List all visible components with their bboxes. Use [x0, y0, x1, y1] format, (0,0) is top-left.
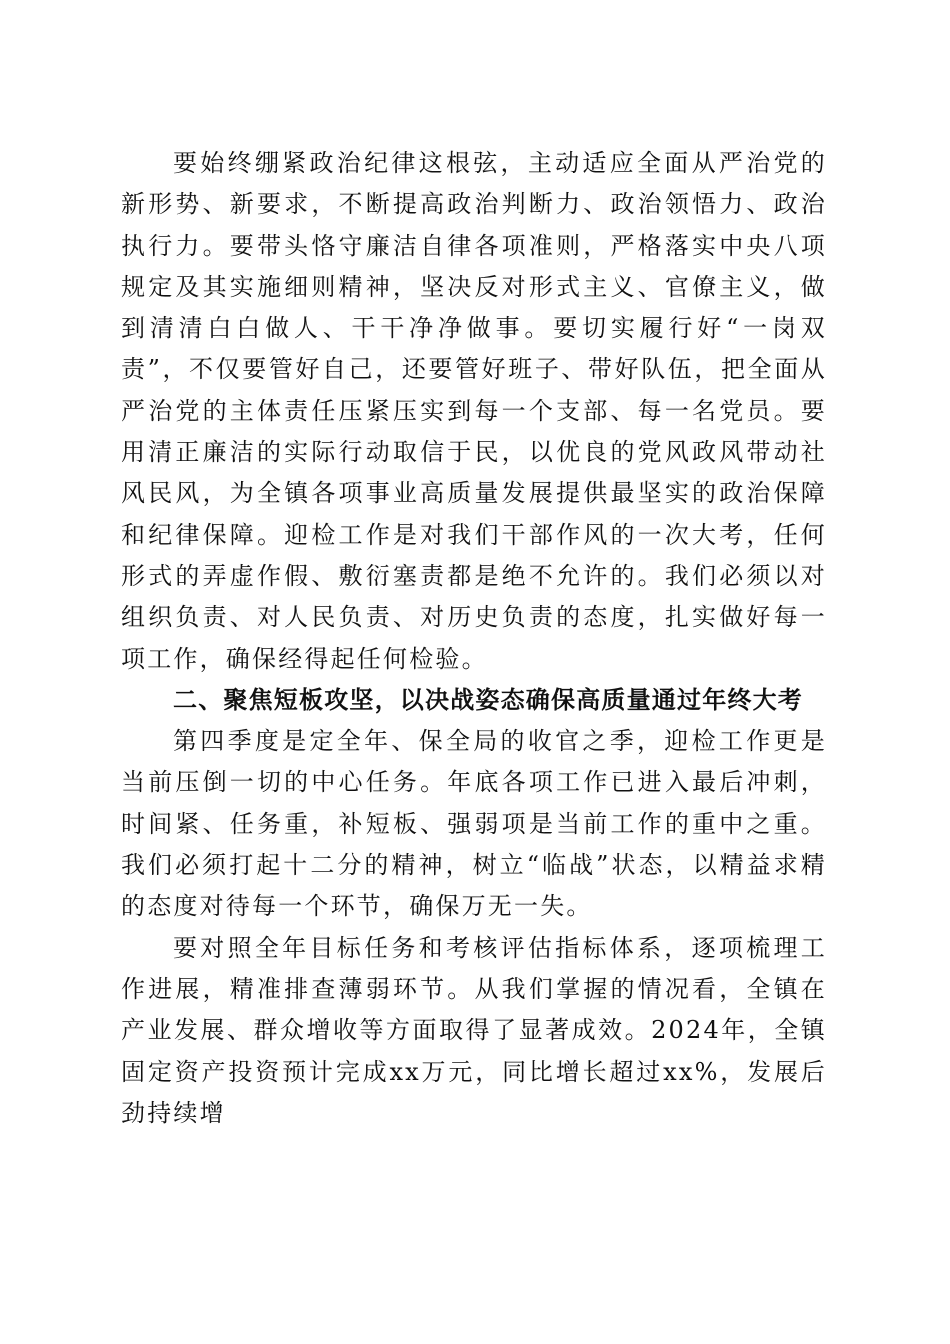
paragraph-fourth-quarter: 第四季度是定全年、保全局的收官之季，迎检工作更是当前压倒一切的中心任务。年底各项工作已进入最后冲刺，时间紧、任务重，补短板、强弱项是当前工作的重中之重。我们必须打起十二分的精神，树立“临战”状态，以精益求精的态度对待每一个环节，确保万无一失。	[121, 727, 827, 921]
section-heading-two: 二、聚焦短板攻坚，以决战姿态确保高质量通过年终大考	[173, 685, 803, 714]
document-body	[121, 143, 827, 1134]
paragraph-discipline: 要始终绷紧政治纪律这根弦，主动适应全面从严治党的新形势、新要求，不断提高政治判断力、政治领悟力、政治执行力。要带头恪守廉洁自律各项准则，严格落实中央八项规定及其实施细则精神，坚决反对形式主义、官僚主义，做到清清白白做人、干干净净做事。要切实履行好“一岗双责”，不仅要管好自己，还要管好班子、带好队伍，把全面从严治党的主体责任压紧压实到每一个支部、每一名党员。要用清正廉洁的实际行动取信于民，以优良的党风政风带动社风民风，为全镇各项事业高质量发展提供最坚实的政治保障和纪律保障。迎检工作是对我们干部作风的一次大考，任何形式的弄虚作假、敷衍塞责都是绝不允许的。我们必须以对组织负责、对人民负责、对历史负责的态度，扎实做好每一项工作，确保经得起任何检验。	[121, 149, 827, 673]
paragraph-targets-review: 要对照全年目标任务和考核评估指标体系，逐项梳理工作进展，精准排查薄弱环节。从我们掌握的情况看，全镇在产业发展、群众增收等方面取得了显著成效。2024年，全镇固定资产投资预计完成xx万元，同比增长超过xx%，发展后劲持续增	[121, 933, 827, 1127]
